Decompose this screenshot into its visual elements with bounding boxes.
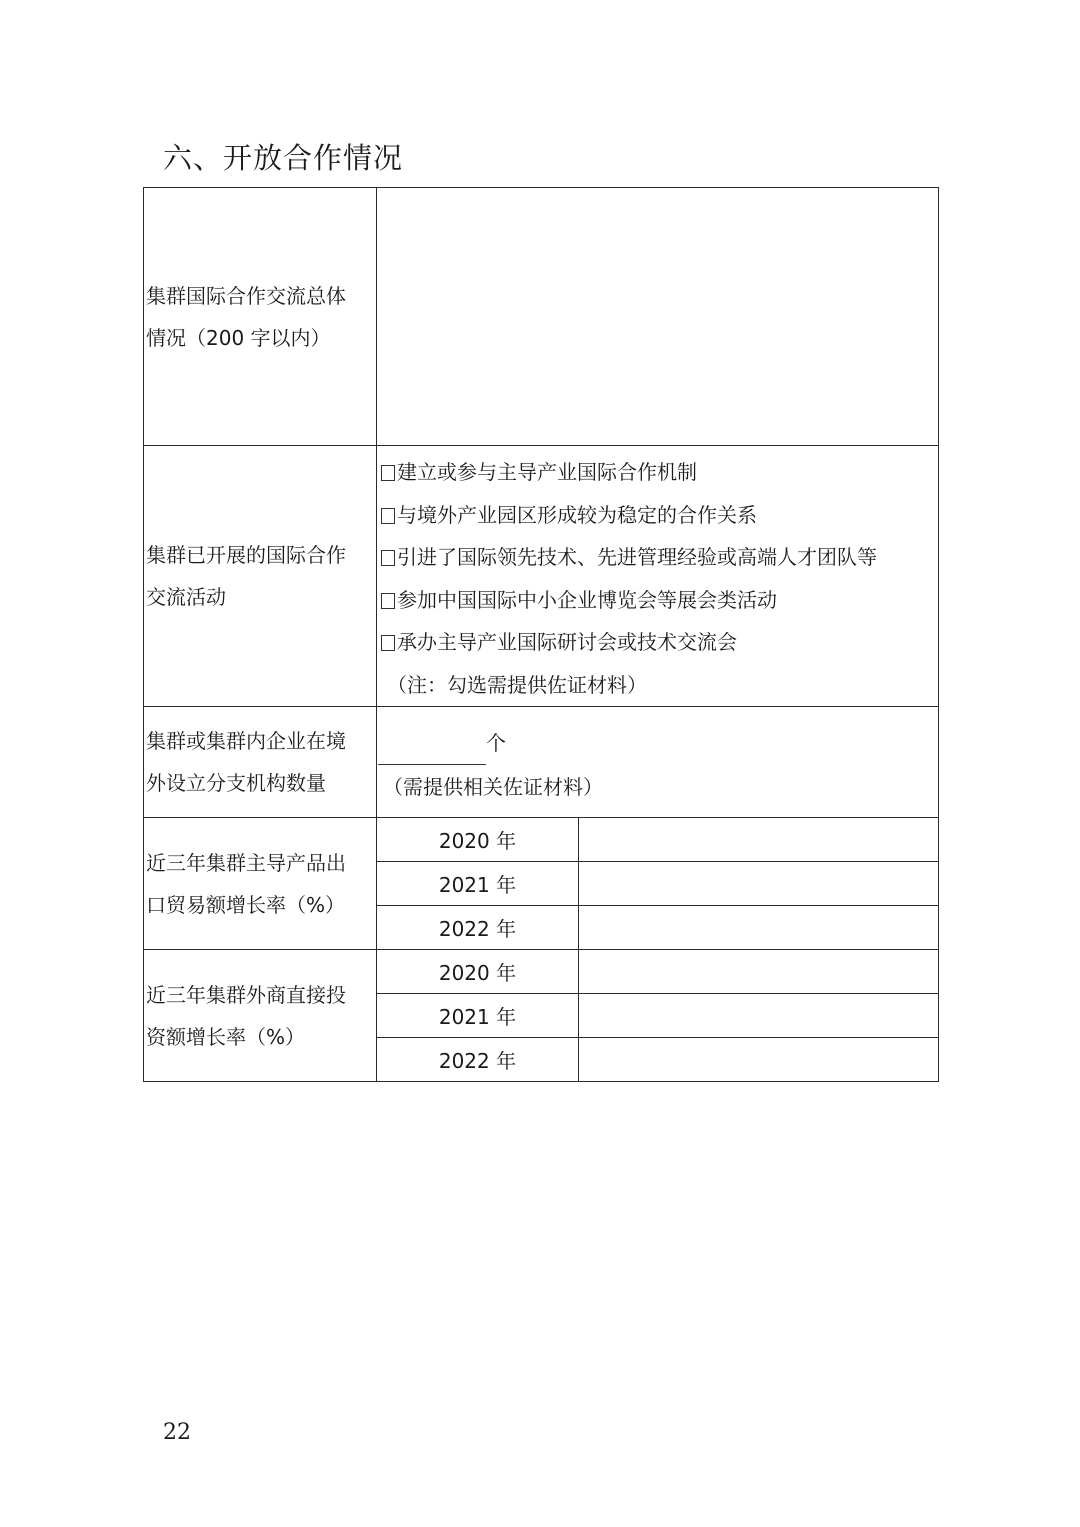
- branches-count-line: [377, 721, 938, 765]
- fdi-year-2020: 2020 年: [377, 950, 579, 994]
- export-year-2020: 2020 年: [377, 818, 579, 862]
- checkbox-icon[interactable]: [381, 508, 395, 524]
- activity-option-2[interactable]: [381, 494, 938, 537]
- overview-input[interactable]: [377, 188, 939, 446]
- activities-row: [144, 446, 939, 707]
- branches-label-line2: 外设立分支机构数量: [146, 771, 326, 795]
- fdi-growth-input-2020[interactable]: [579, 950, 939, 994]
- export-growth-label-line2: 口贸易额增长率（%）: [146, 892, 346, 917]
- activities-label-line1: 集群已开展的国际合作: [146, 543, 346, 567]
- fdi-growth-input-2022[interactable]: [579, 1038, 939, 1082]
- activity-option-label: 建立或参与主导产业国际合作机制: [397, 460, 697, 484]
- overview-label-line2: 情况（200 字以内）: [146, 325, 331, 350]
- checkbox-icon[interactable]: [381, 465, 395, 481]
- page-number: 22: [163, 1420, 191, 1445]
- branches-label-line1: 集群或集群内企业在境: [146, 729, 346, 753]
- export-growth-input-2022[interactable]: [579, 906, 939, 950]
- export-growth-input-2020[interactable]: [579, 818, 939, 862]
- fdi-growth-label: [144, 950, 377, 1082]
- fdi-growth-label-line2: 资额增长率（%）: [146, 1024, 306, 1049]
- activities-label-line2: 交流活动: [146, 585, 226, 609]
- branches-unit: 个: [486, 731, 506, 755]
- activity-option-4[interactable]: [381, 579, 938, 622]
- open-cooperation-form-table: [143, 187, 939, 1082]
- checkbox-icon[interactable]: [381, 593, 395, 609]
- activities-note: （注：勾选需提供佐证材料）: [387, 672, 647, 697]
- branches-row: [144, 707, 939, 818]
- activity-option-label: 参加中国国际中小企业博览会等展会类活动: [397, 587, 777, 612]
- checkbox-icon[interactable]: [381, 635, 395, 651]
- activities-options: [377, 446, 939, 707]
- overview-label: [144, 188, 377, 446]
- activity-option-5[interactable]: [381, 621, 938, 664]
- activity-option-1[interactable]: [381, 451, 938, 494]
- export-growth-input-2021[interactable]: [579, 862, 939, 906]
- activity-option-label: 引进了国际领先技术、先进管理经验或高端人才团队等: [397, 545, 877, 569]
- activity-option-label: 与境外产业园区形成较为稳定的合作关系: [397, 502, 757, 527]
- overview-row: [144, 188, 939, 446]
- activities-label: [144, 446, 377, 707]
- export-year-2022: 2022 年: [377, 906, 579, 950]
- branches-value-cell: [377, 707, 939, 818]
- checkbox-icon[interactable]: [381, 550, 395, 566]
- export-growth-row-2020: [144, 818, 939, 862]
- overview-label-line1: 集群国际合作交流总体: [146, 283, 346, 308]
- export-year-2021: 2021 年: [377, 862, 579, 906]
- fdi-growth-row-2020: [144, 950, 939, 994]
- fdi-growth-input-2021[interactable]: [579, 994, 939, 1038]
- branches-count-input[interactable]: [378, 742, 486, 765]
- fdi-growth-label-line1: 近三年集群外商直接投: [146, 982, 346, 1007]
- export-growth-label-line1: 近三年集群主导产品出: [146, 850, 346, 875]
- activity-option-3[interactable]: [381, 536, 938, 579]
- branches-label: [144, 707, 377, 818]
- activity-option-label: 承办主导产业国际研讨会或技术交流会: [397, 630, 737, 654]
- section-title: 六、开放合作情况: [163, 141, 404, 175]
- branches-note: （需提供相关佐证材料）: [383, 775, 603, 799]
- export-growth-label: [144, 818, 377, 950]
- fdi-year-2021: 2021 年: [377, 994, 579, 1038]
- fdi-year-2022: 2022 年: [377, 1038, 579, 1082]
